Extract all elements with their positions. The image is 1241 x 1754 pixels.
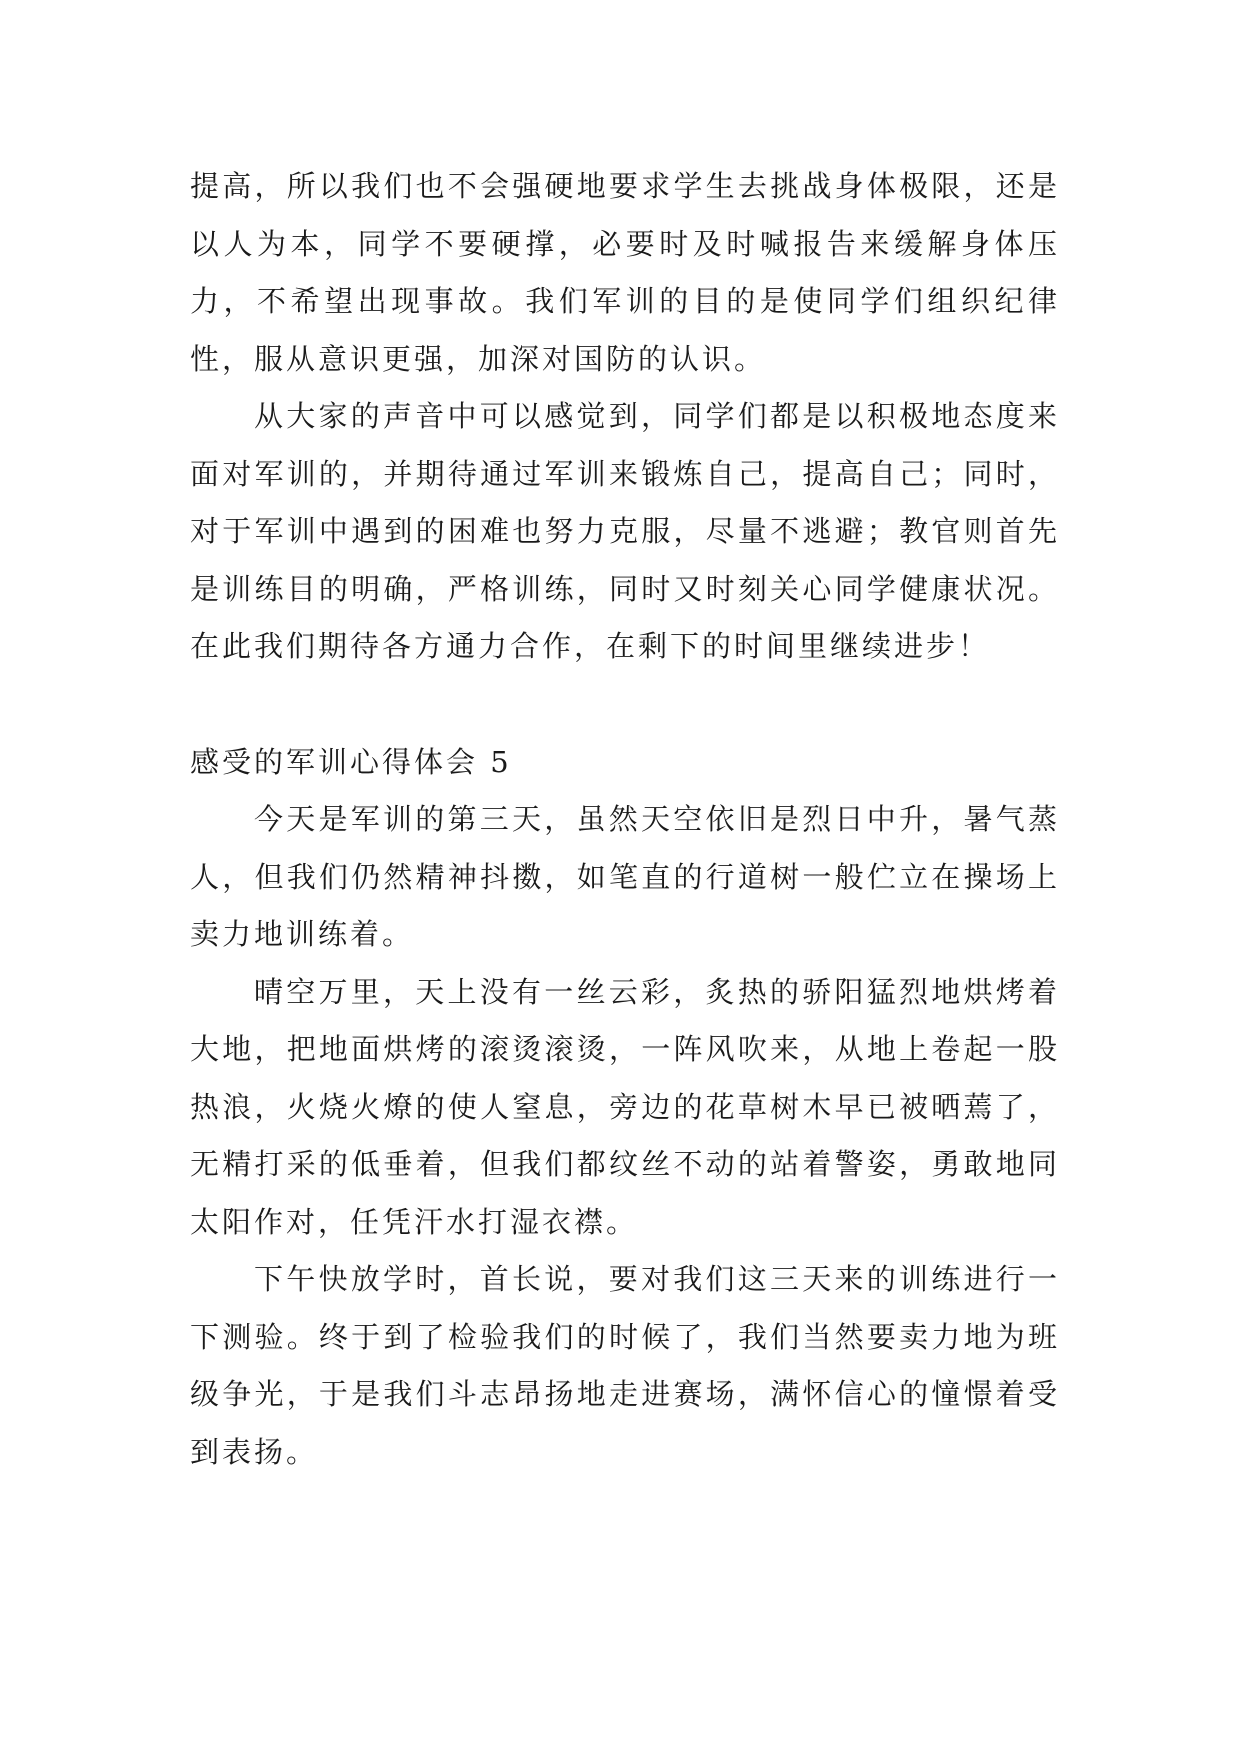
section-spacer <box>190 676 1060 734</box>
paragraph: 晴空万里，天上没有一丝云彩，炙热的骄阳猛烈地烘烤着大地，把地面烘烤的滚烫滚烫，一阵风吹来，从地上卷起一股热浪，火烧火燎的使人窒息，旁边的花草树木早已被晒蔫了，无精打采的低垂着，但我们都纹丝不动的站着警姿，勇敢地同太阳作对，任凭汗水打湿衣襟。 <box>190 974 1060 1239</box>
paragraph: 今天是军训的第三天，虽然天空依旧是烈日中升，暑气蒸人，但我们仍然精神抖擞，如笔直的行道树一般伫立在操场上卖力地训练着。 <box>190 802 1060 951</box>
section-title: 感受的军训心得体会 5 <box>190 744 512 779</box>
paragraph: 从大家的声音中可以感觉到，同学们都是以积极地态度来面对军训的，并期待通过军训来锻炼自己，提高自己；同时，对于军训中遇到的困难也努力克服，尽量不逃避；教官则首先是训练目的明确，严格训练，同时又时刻关心同学健康状况。在此我们期待各方通力合作，在剩下的时间里继续进步！ <box>190 399 1060 663</box>
document-body <box>190 158 1060 1481</box>
paragraph-continued: 提高，所以我们也不会强硬地要求学生去挑战身体极限，还是以人为本，同学不要硬撑，必要时及时喊报告来缓解身体压力，不希望出现事故。我们军训的目的是使同学们组织纪律性，服从意识更强，加深对国防的认识。 <box>190 169 1060 376</box>
paragraph: 下午快放学时，首长说，要对我们这三天来的训练进行一下测验。终于到了检验我们的时候了，我们当然要卖力地为班级争光，于是我们斗志昂扬地走进赛场，满怀信心的憧憬着受到表扬。 <box>190 1262 1060 1469</box>
